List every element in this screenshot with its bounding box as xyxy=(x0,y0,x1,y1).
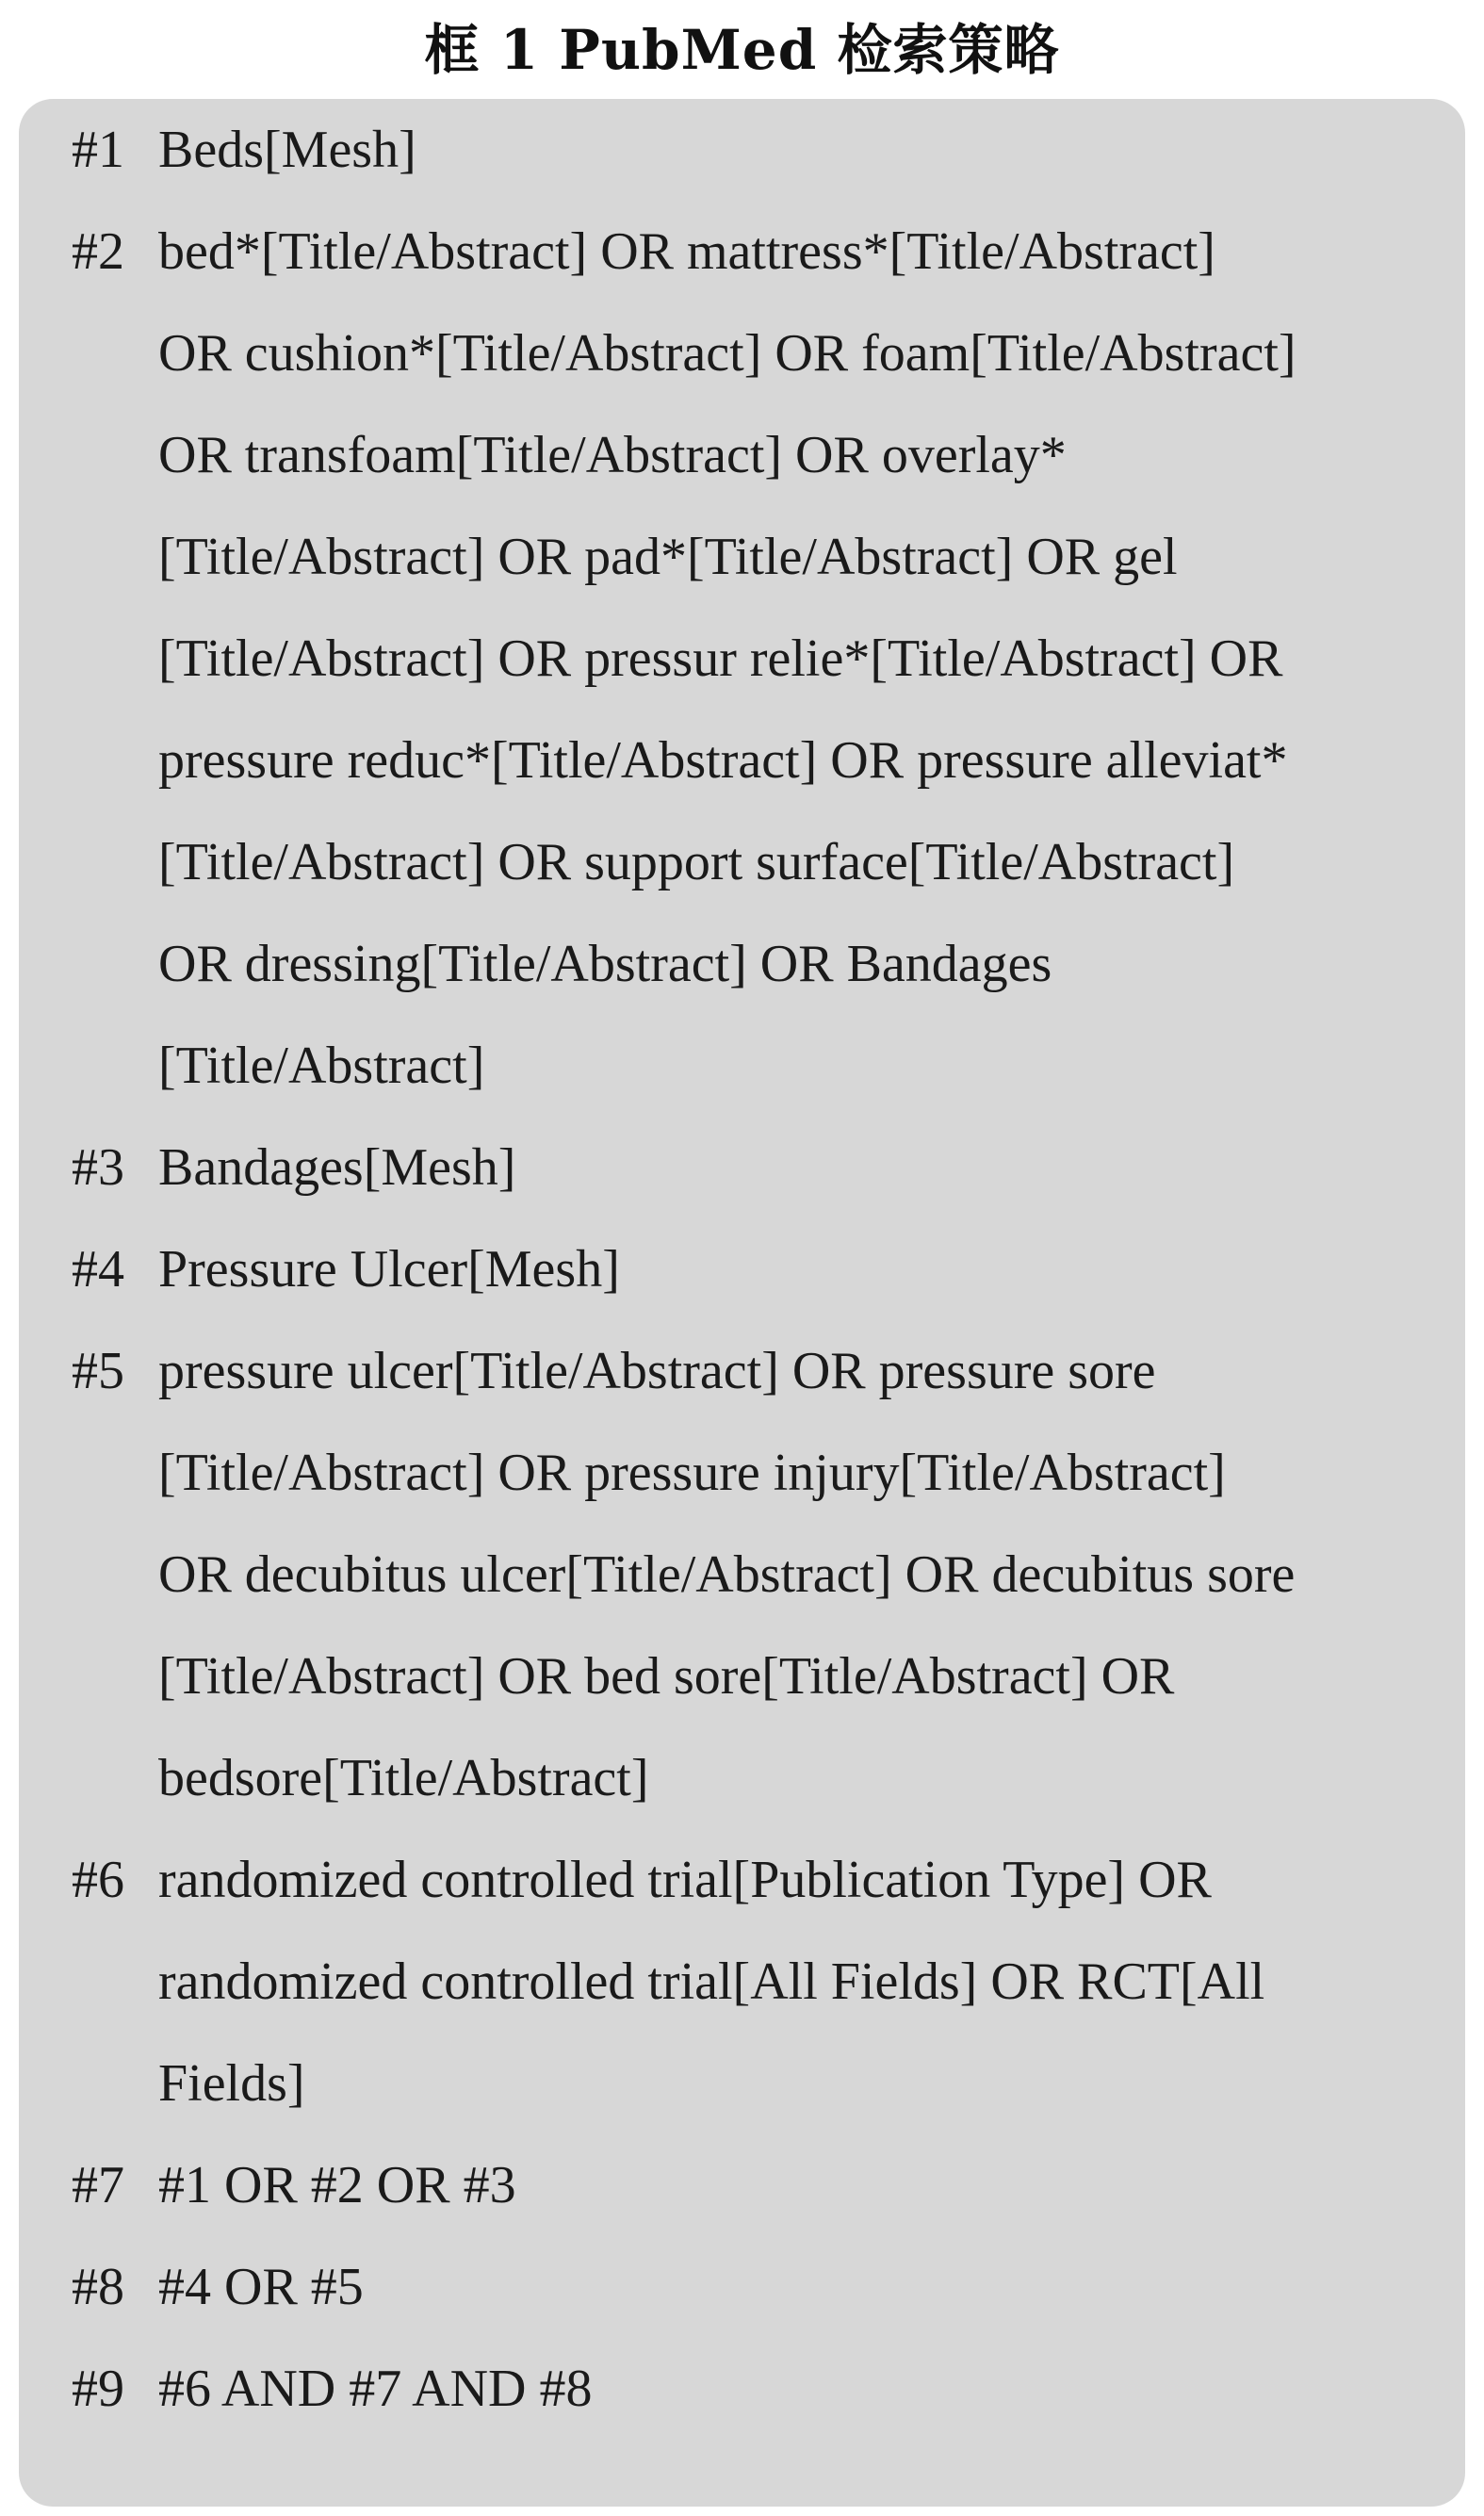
strategy-line xyxy=(19,913,1465,1015)
query-text: randomized controlled trial[Publication Type] OR xyxy=(158,1851,1212,1909)
step-number: #2 xyxy=(72,222,124,281)
strategy-line xyxy=(19,811,1465,913)
query-text: pressure ulcer[Title/Abstract] OR pressure sore xyxy=(158,1342,1156,1400)
strategy-line xyxy=(19,2134,1465,2236)
step-number: #8 xyxy=(72,2258,124,2316)
query-text: [Title/Abstract] OR pressure injury[Title/Abstract] xyxy=(158,1444,1226,1502)
strategy-line xyxy=(19,2338,1465,2440)
query-text: #4 OR #5 xyxy=(158,2258,364,2316)
strategy-line xyxy=(19,608,1465,710)
query-text: Fields] xyxy=(158,2054,305,2113)
query-text: bed*[Title/Abstract] OR mattress*[Title/Abstract] xyxy=(158,222,1215,281)
query-text: #1 OR #2 OR #3 xyxy=(158,2156,516,2214)
query-text: #6 AND #7 AND #8 xyxy=(158,2360,593,2418)
strategy-line xyxy=(19,1931,1465,2033)
strategy-line xyxy=(19,2033,1465,2134)
strategy-line xyxy=(19,1015,1465,1117)
strategy-line xyxy=(19,1829,1465,1931)
query-text: OR decubitus ulcer[Title/Abstract] OR decubitus sore xyxy=(158,1545,1296,1604)
query-text: pressure reduc*[Title/Abstract] OR pressure alleviat* xyxy=(158,731,1288,790)
query-text: OR cushion*[Title/Abstract] OR foam[Title/Abstract] xyxy=(158,324,1296,383)
query-text: OR transfoam[Title/Abstract] OR overlay* xyxy=(158,426,1067,484)
step-number: #4 xyxy=(72,1240,124,1299)
box-title: 框 1 PubMed 检索策略 xyxy=(424,18,1060,82)
strategy-line xyxy=(19,1626,1465,1727)
step-number: #1 xyxy=(72,121,124,179)
query-text: [Title/Abstract] OR support surface[Title/Abstract] xyxy=(158,833,1235,891)
strategy-line xyxy=(19,201,1465,302)
strategy-line xyxy=(19,1117,1465,1218)
query-text: [Title/Abstract] OR pad*[Title/Abstract] OR gel xyxy=(158,528,1178,586)
query-text: Bandages[Mesh] xyxy=(158,1138,516,1197)
strategy-line xyxy=(19,1422,1465,1524)
strategy-line xyxy=(19,710,1465,811)
query-text: Beds[Mesh] xyxy=(158,121,416,179)
strategy-line xyxy=(19,404,1465,506)
strategy-line xyxy=(19,2236,1465,2338)
query-text: Pressure Ulcer[Mesh] xyxy=(158,1240,620,1299)
strategy-line xyxy=(19,302,1465,404)
query-text: bedsore[Title/Abstract] xyxy=(158,1749,649,1807)
strategy-line xyxy=(19,99,1465,201)
strategy-line xyxy=(19,506,1465,608)
step-number: #9 xyxy=(72,2360,124,2418)
search-strategy-box xyxy=(19,99,1465,2507)
strategy-line xyxy=(19,1218,1465,1320)
query-text: [Title/Abstract] xyxy=(158,1037,485,1095)
strategy-line xyxy=(19,1727,1465,1829)
step-number: #3 xyxy=(72,1138,124,1197)
query-text: [Title/Abstract] OR pressur relie*[Title/Abstract] OR xyxy=(158,629,1283,688)
query-text: randomized controlled trial[All Fields] OR RCT[All xyxy=(158,1952,1265,2011)
query-text: [Title/Abstract] OR bed sore[Title/Abstract] OR xyxy=(158,1647,1175,1706)
strategy-line xyxy=(19,1524,1465,1626)
query-text: OR dressing[Title/Abstract] OR Bandages xyxy=(158,935,1052,993)
step-number: #5 xyxy=(72,1342,124,1400)
step-number: #6 xyxy=(72,1851,124,1909)
strategy-line xyxy=(19,1320,1465,1422)
step-number: #7 xyxy=(72,2156,124,2214)
